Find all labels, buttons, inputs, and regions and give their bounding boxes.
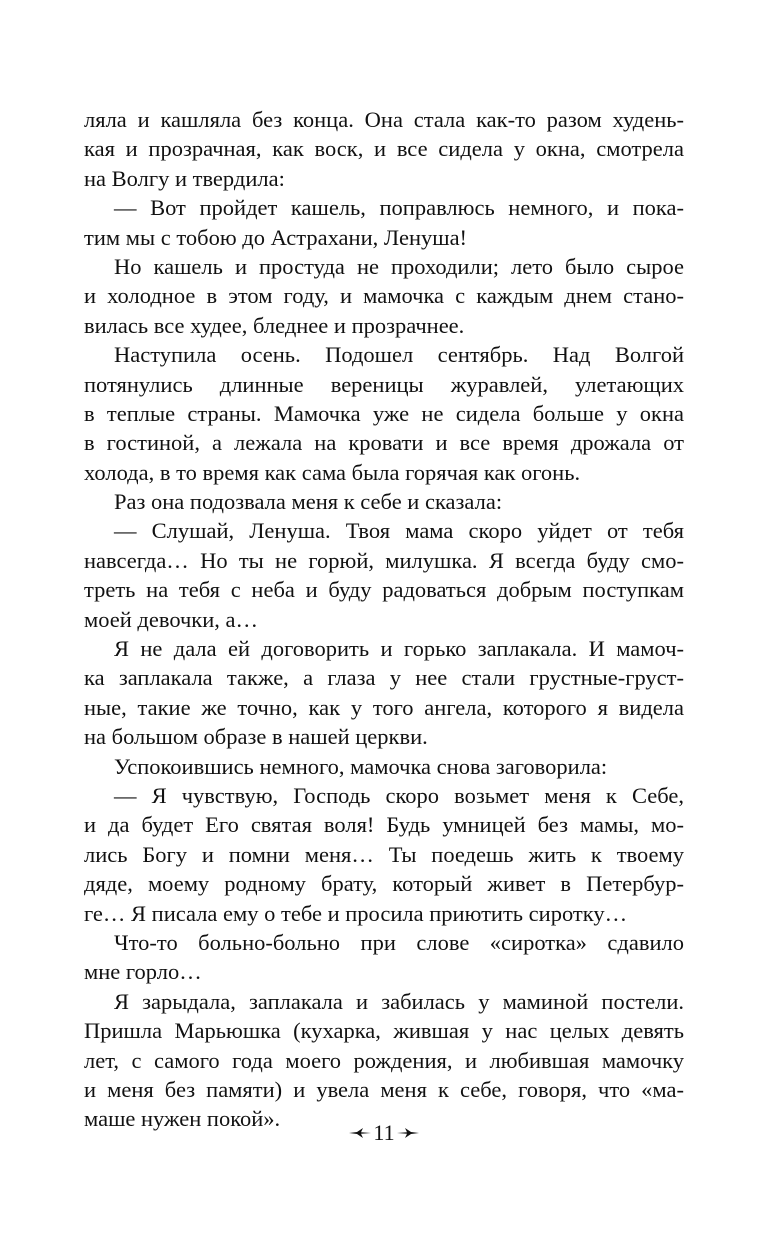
text-line: и меня без памяти) и увела меня к себе, говоря, что «ма- bbox=[84, 1076, 684, 1102]
ornament-right-icon bbox=[397, 1127, 419, 1139]
text-line: Я зарыдала, заплакала и забилась у маминой постели. bbox=[114, 988, 684, 1014]
text-line: мне горло… bbox=[84, 959, 202, 985]
text-line: Раз она подозвала меня к себе и сказала: bbox=[114, 489, 503, 515]
text-line: ге… Я писала ему о тебе и просила приютить сиротку… bbox=[84, 900, 628, 926]
text-line: вилась все худее, бледнее и прозрачнее. bbox=[84, 312, 465, 338]
text-line: моей девочки, а… bbox=[84, 606, 259, 632]
text-line: дяде, моему родному брату, который живет в Петербур- bbox=[84, 871, 684, 897]
text-line: холода, в то время как сама была горячая как огонь. bbox=[84, 459, 581, 485]
text-line: потянулись длинные вереницы журавлей, улетающих bbox=[84, 371, 684, 397]
text-line: Наступила осень. Подошел сентябрь. Над Волгой bbox=[114, 342, 684, 368]
text-line: Пришла Марьюшка (кухарка, жившая у нас целых девять bbox=[84, 1018, 684, 1044]
text-line: лись Богу и помни меня… Ты поедешь жить к твоему bbox=[84, 841, 684, 867]
text-line: Успокоившись немного, мамочка снова заговорила: bbox=[114, 753, 608, 779]
text-line: на Волгу и твердила: bbox=[84, 165, 285, 191]
text-line: и холодное в этом году, и мамочка с каждым днем стано- bbox=[84, 283, 684, 309]
text-line: Что-то больно-больно при слове «сиротка» сдавило bbox=[114, 929, 684, 955]
page-number-footer bbox=[0, 1118, 768, 1146]
page-text bbox=[84, 105, 684, 1134]
text-line: — Вот пройдет кашель, поправлюсь немного, и пока- bbox=[114, 195, 684, 221]
text-line: на большом образе в нашей церкви. bbox=[84, 724, 428, 750]
text-line: Но кашель и простуда не проходили; лето было сырое bbox=[114, 253, 684, 279]
text-line: кая и прозрачная, как воск, и все сидела у окна, смотрела bbox=[84, 136, 684, 162]
text-line: в гостиной, а лежала на кровати и все время дрожала от bbox=[84, 430, 684, 456]
text-line: — Я чувствую, Господь скоро возьмет меня к Себе, bbox=[114, 782, 684, 808]
text-line: ляла и кашляла без конца. Она стала как-то разом худень- bbox=[84, 107, 684, 132]
text-line: Я не дала ей договорить и горько заплакала. И мамоч- bbox=[114, 636, 684, 662]
page-number: 11 bbox=[373, 1119, 395, 1145]
text-line: навсегда… Но ты не горюй, милушка. Я всегда буду смо- bbox=[84, 547, 684, 573]
text-line: тим мы с тобою до Астрахани, Ленуша! bbox=[84, 224, 468, 250]
ornament-left-icon bbox=[349, 1127, 371, 1139]
text-line: ка заплакала также, а глаза у нее стали грустные-груст- bbox=[84, 665, 684, 691]
text-line: маше нужен покой». bbox=[84, 1106, 281, 1132]
text-line: в теплые страны. Мамочка уже не сидела больше у окна bbox=[84, 400, 684, 426]
text-line: треть на тебя с неба и буду радоваться добрым поступкам bbox=[84, 577, 684, 603]
text-line: и да будет Его святая воля! Будь умницей без мамы, мо- bbox=[84, 812, 684, 838]
text-line: — Слушай, Ленуша. Твоя мама скоро уйдет от тебя bbox=[114, 518, 684, 544]
text-line: лет, с самого года моего рождения, и любившая мамочку bbox=[84, 1047, 684, 1073]
text-line: ные, такие же точно, как у того ангела, которого я видела bbox=[84, 694, 684, 720]
